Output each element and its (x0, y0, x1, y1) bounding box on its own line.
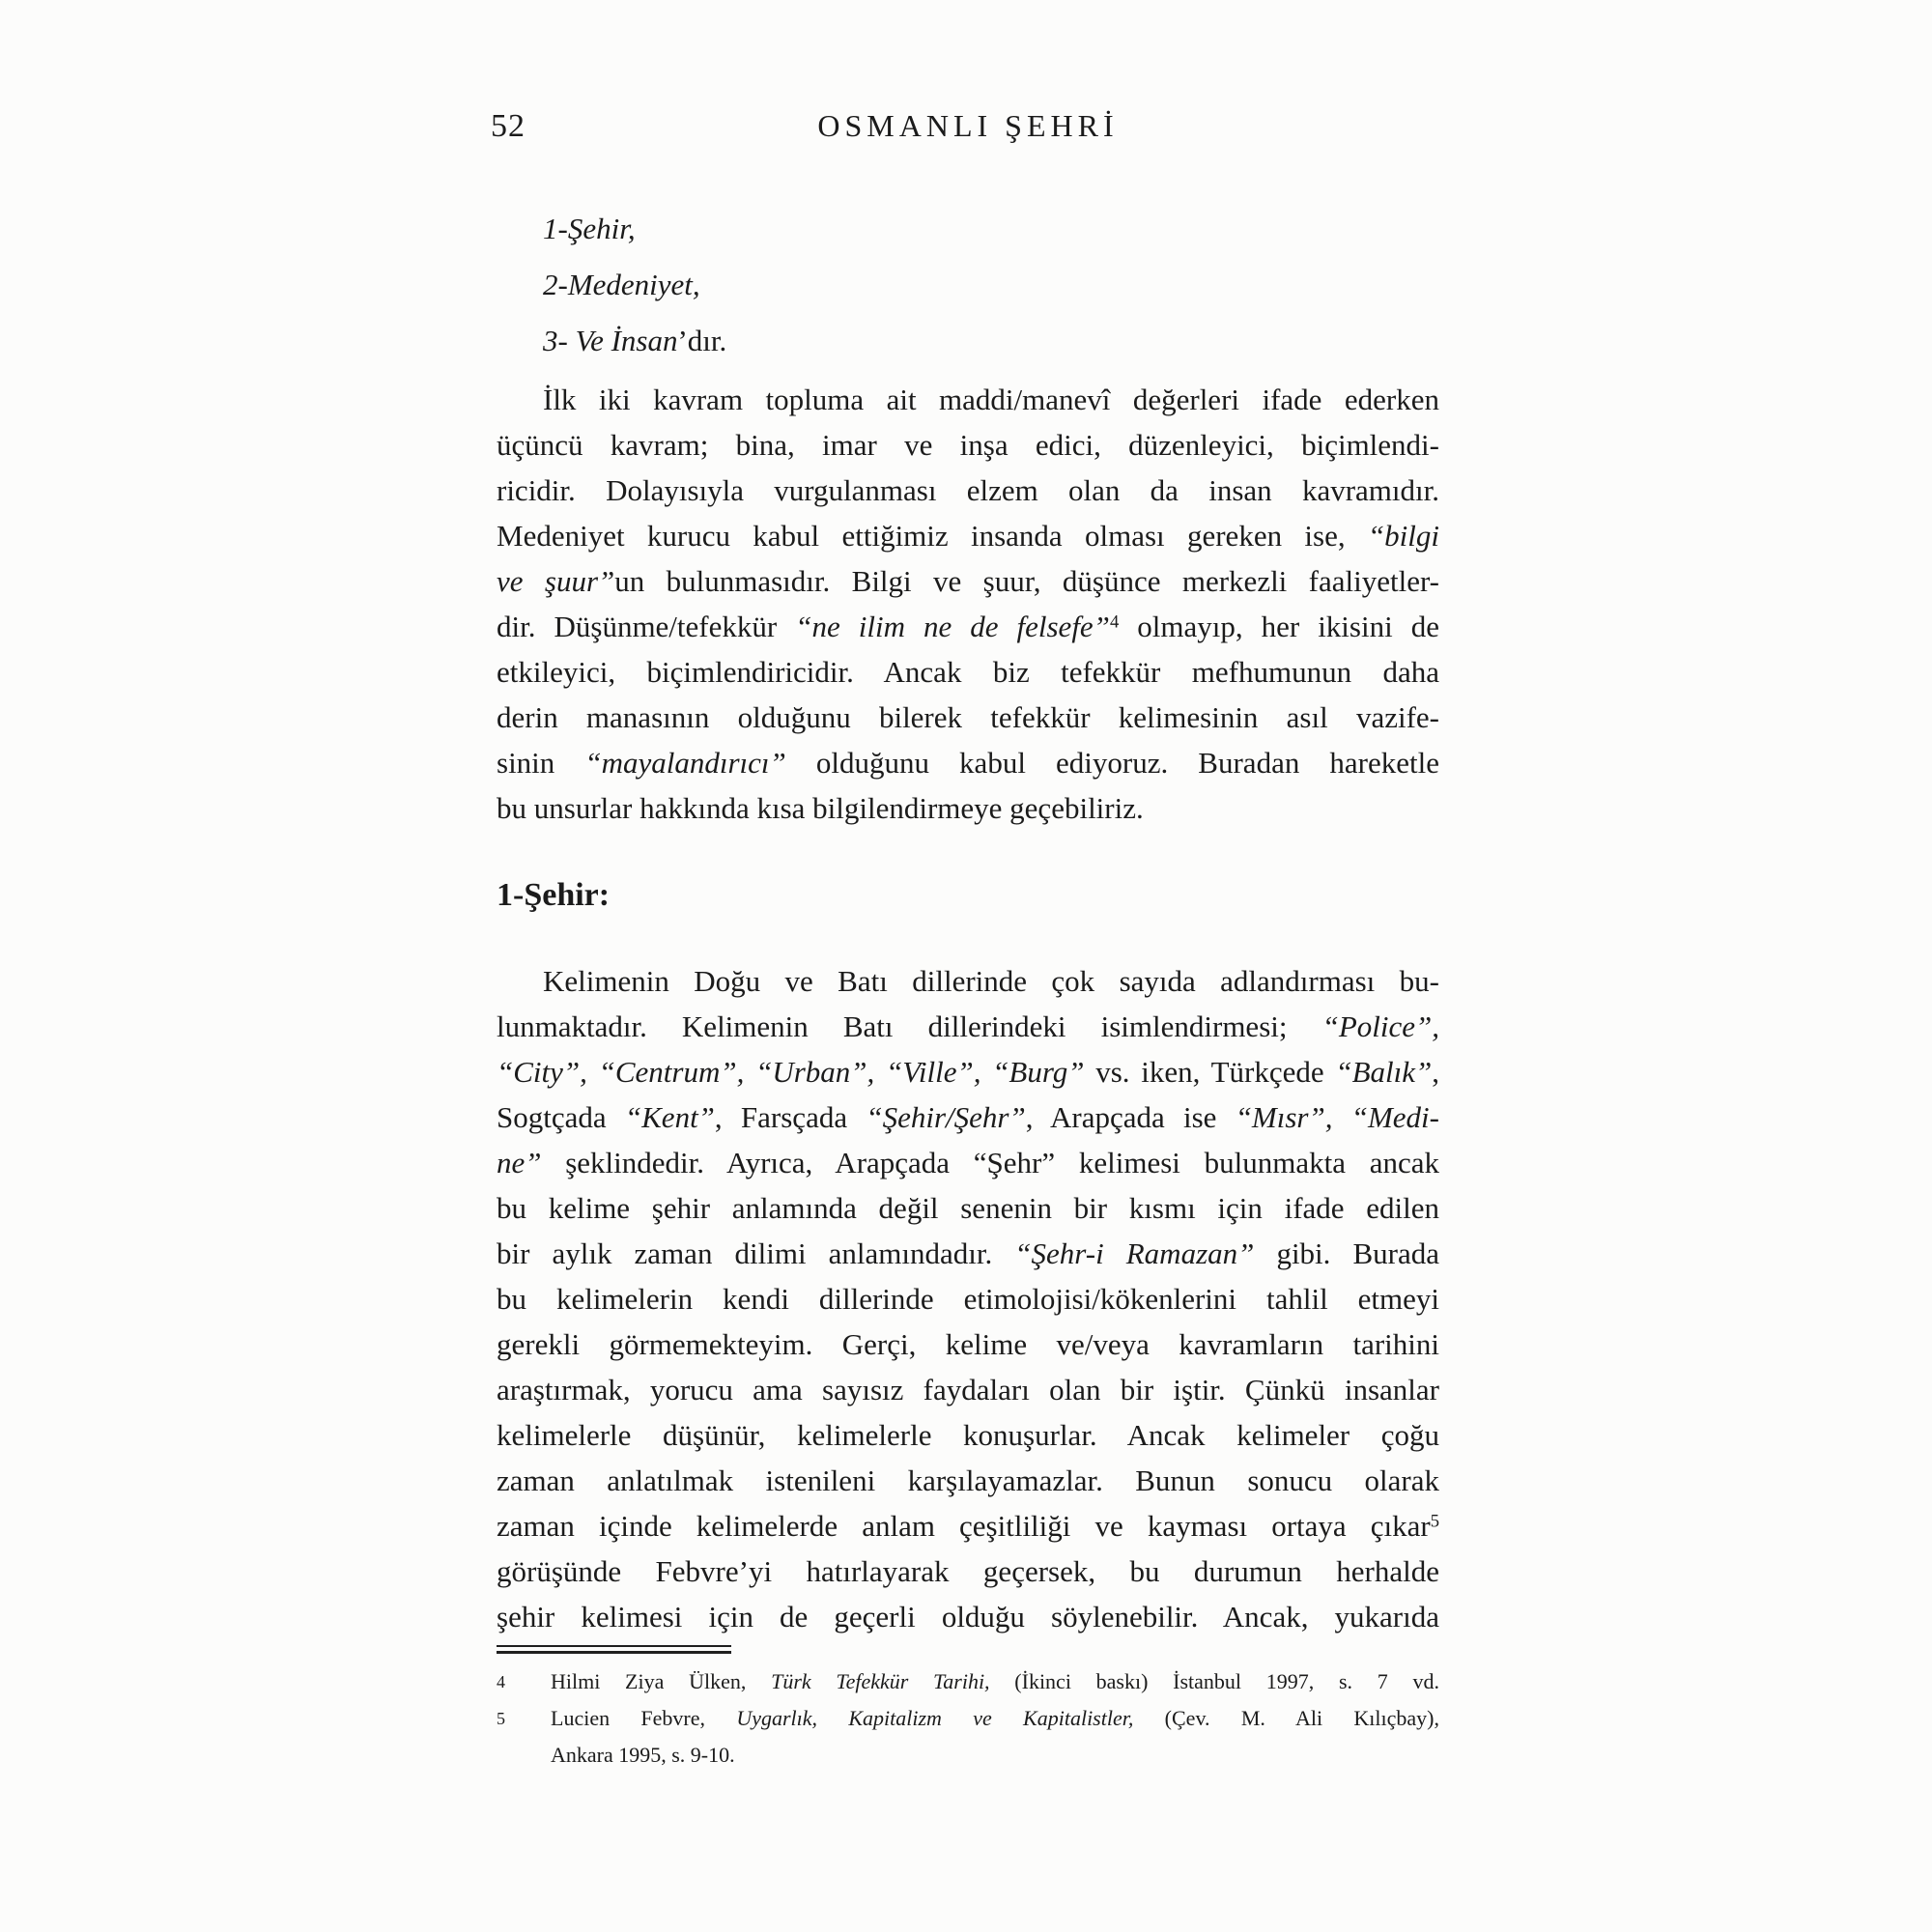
text-segment: “ne ilim ne de felsefe” (795, 610, 1110, 643)
text-line (497, 1458, 1439, 1503)
text-line (497, 377, 1439, 422)
text-segment: ’dır. (677, 324, 727, 357)
text-line (497, 422, 1439, 468)
text-segment: bu unsurlar hakkında kısa bilgilendirmeye geçebiliriz. (497, 791, 1144, 825)
intro-list (497, 201, 1486, 369)
text-line (497, 1231, 1439, 1276)
text-line (551, 1737, 1439, 1774)
text-segment: Lucien Febvre, (551, 1706, 737, 1730)
text-segment: “bilgi (1367, 519, 1439, 553)
text-line (497, 513, 1439, 558)
text-segment: kelimelerle düşünür, kelimelerle konuşurlar. Ancak kelimeler çoğu (497, 1418, 1439, 1452)
footnote (497, 1700, 1439, 1774)
text-segment: gibi. Burada (1254, 1236, 1439, 1270)
text-line (497, 1503, 1439, 1548)
text-segment: “City”, “Centrum”, “Urban”, “Ville”, “Burg” (497, 1055, 1085, 1089)
footnote-text (551, 1700, 1439, 1774)
text-segment: Kelimenin Doğu ve Batı dillerinde çok sayıda adlandırması bu- (543, 964, 1439, 998)
text-segment: Ankara 1995, s. 9-10. (551, 1743, 735, 1767)
text-segment: görüşünde Febvre’yi hatırlayarak geçersek, bu durumun herhalde (497, 1554, 1439, 1588)
text-segment: gerekli görmemekteyim. Gerçi, kelime ve/veya kavramların tarihini (497, 1327, 1439, 1361)
text-line (497, 695, 1439, 740)
text-segment: (Çev. M. Ali Kılıçbay), (1133, 1706, 1439, 1730)
text-line (497, 785, 1439, 831)
text-segment: olmayıp, her ikisini de (1119, 610, 1439, 643)
text-line (497, 1276, 1439, 1321)
text-line (497, 1185, 1439, 1231)
footnote-marker: 5 (497, 1709, 505, 1728)
text-line (551, 1663, 1439, 1700)
paragraph-sehir (497, 958, 1439, 1639)
text-line (497, 649, 1439, 695)
text-line (497, 740, 1439, 785)
text-segment: ne” (497, 1146, 542, 1179)
text-segment: şehir kelimesi için de geçerli olduğu söylenebilir. Ancak, yukarıda (497, 1600, 1439, 1634)
text-segment: bu kelimelerin kendi dillerinde etimolojisi/kökenlerini tahlil etmeyi (497, 1282, 1439, 1316)
text-segment: (İkinci baskı) İstanbul 1997, s. 7 vd. (989, 1669, 1439, 1693)
text-segment: 3- Ve İnsan (543, 324, 678, 357)
footnote-reference: 5 (1430, 1511, 1439, 1532)
paragraph-intro (497, 377, 1439, 831)
text-line (543, 201, 1486, 257)
text-segment: Sogtçada (497, 1100, 625, 1134)
text-line (497, 468, 1439, 513)
page-number: 52 (491, 108, 526, 144)
text-segment: zaman içinde kelimelerde anlam çeşitliliği ve kayması ortaya çıkar (497, 1509, 1431, 1543)
text-segment: “Mısr”, “Medi- (1235, 1100, 1439, 1134)
footnote-rule (497, 1645, 731, 1654)
text-line (497, 1140, 1439, 1185)
text-segment: “Police”, (1321, 1009, 1439, 1043)
footnote-marker: 4 (497, 1672, 505, 1691)
text-segment: Türk Tefekkür Tarihi, (771, 1669, 990, 1693)
text-segment: İlk iki kavram topluma ait maddi/manevî değerleri ifade ederken (543, 383, 1439, 416)
text-segment: Uygarlık, Kapitalizm ve Kapitalistler, (736, 1706, 1134, 1730)
text-segment: sinin (497, 746, 585, 780)
text-segment: dir. Düşünme/tefekkür (497, 610, 796, 643)
text-line (497, 1049, 1439, 1094)
text-line (497, 1094, 1439, 1140)
text-segment: derin manasının olduğunu bilerek tefekkür kelimesinin asıl vazife- (497, 700, 1439, 734)
text-segment: zaman anlatılmak istenileni karşılayamazlar. Bunun sonucu olarak (497, 1463, 1439, 1497)
text-segment: 2-Medeniyet, (543, 268, 700, 301)
text-segment: “mayalandırıcı” (584, 746, 786, 780)
text-line (497, 1367, 1439, 1412)
text-segment: 1-Şehir, (543, 212, 636, 245)
footnotes-section (497, 1663, 1439, 1774)
text-line (497, 1004, 1439, 1049)
text-line (497, 1594, 1439, 1639)
header-title: OSMANLI ŞEHRİ (817, 108, 1119, 143)
text-segment: şeklindedir. Ayrıca, Arapçada “Şehr” kelimesi bulunmakta ancak (541, 1146, 1439, 1179)
text-segment: “Balık” (1335, 1055, 1433, 1089)
text-segment: etkileyici, biçimlendiricidir. Ancak biz tefekkür mefhumunun daha (497, 655, 1439, 689)
text-segment: Medeniyet kurucu kabul ettiğimiz insanda olması gereken ise, (497, 519, 1368, 553)
text-segment: , (1432, 1055, 1439, 1089)
text-segment: bir aylık zaman dilimi anlamındadır. (497, 1236, 1015, 1270)
text-segment: lunmaktadır. Kelimenin Batı dillerindeki isimlendirmesi; (497, 1009, 1322, 1043)
text-line (497, 958, 1439, 1004)
text-segment: “Kent” (624, 1100, 715, 1134)
text-segment: ve şuur” (497, 564, 615, 598)
text-line (497, 604, 1439, 649)
text-segment: , Arapçada ise (1025, 1100, 1236, 1134)
text-segment: “Şehr-i Ramazan” (1014, 1236, 1255, 1270)
text-segment: vs. iken, Türkçede (1084, 1055, 1336, 1089)
text-segment: bu kelime şehir anlamında değil senenin bir kısmı için ifade edilen (497, 1191, 1439, 1225)
text-segment: “Şehir/Şehr” (866, 1100, 1026, 1134)
footnote-reference: 4 (1109, 611, 1120, 633)
text-line (497, 558, 1439, 604)
footnote (497, 1663, 1439, 1700)
text-segment: olduğunu kabul ediyoruz. Buradan hareketle (785, 746, 1439, 780)
text-line (543, 313, 1486, 369)
text-line (551, 1700, 1439, 1737)
text-segment: araştırmak, yorucu ama sayısız faydaları olan bir iştir. Çünkü insanlar (497, 1373, 1439, 1406)
text-segment: un bulunmasıdır. Bilgi ve şuur, düşünce merkezli faaliyetler- (614, 564, 1440, 598)
footnote-text (551, 1663, 1439, 1700)
text-segment: ricidir. Dolayısıyla vurgulanması elzem olan da insan kavramıdır. (497, 473, 1439, 507)
text-segment: üçüncü kavram; bina, imar ve inşa edici, düzenleyici, biçimlendi- (497, 428, 1439, 462)
text-segment: , Farsçada (714, 1100, 867, 1134)
text-line (497, 1321, 1439, 1367)
section-heading: 1-Şehir: (497, 877, 611, 913)
text-line (543, 257, 1486, 313)
text-line (497, 1412, 1439, 1458)
text-line (497, 1548, 1439, 1594)
text-segment: Hilmi Ziya Ülken, (551, 1669, 772, 1693)
page-header (491, 108, 1439, 151)
